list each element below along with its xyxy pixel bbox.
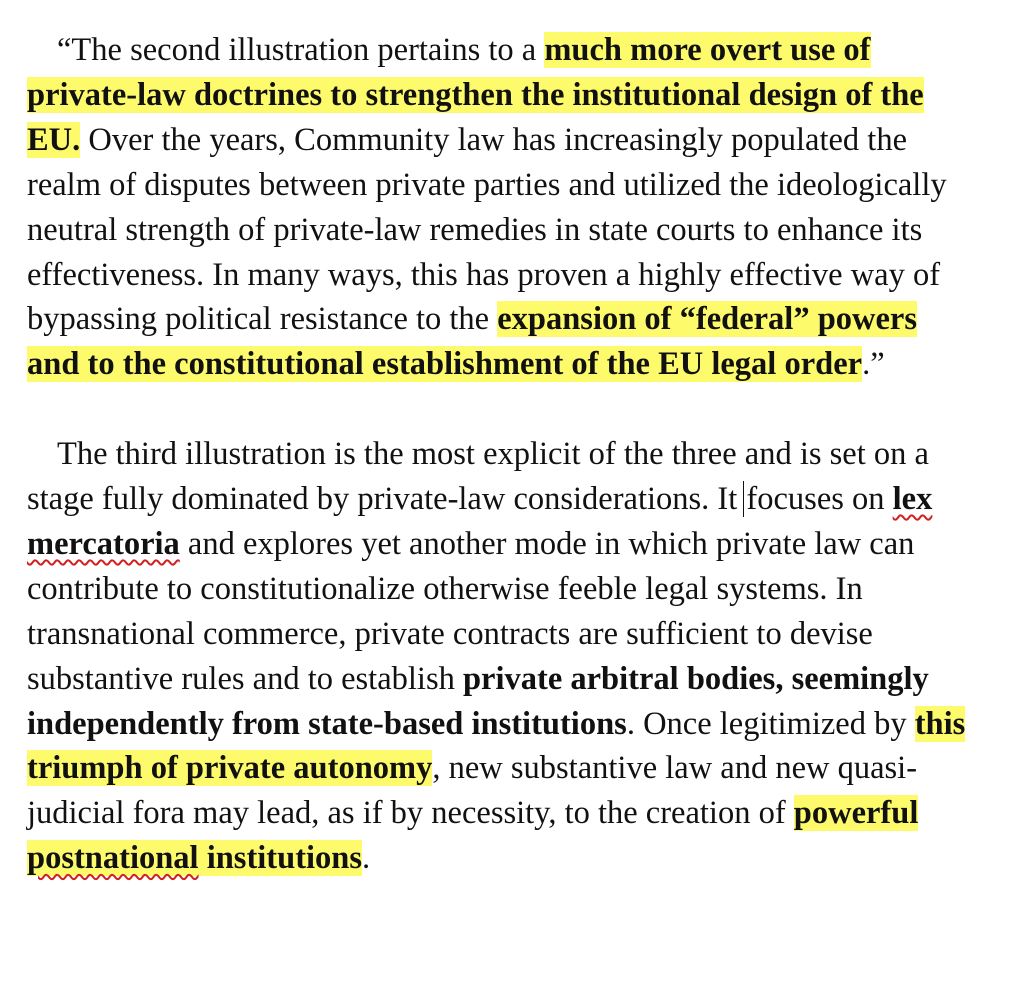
p2-text-3: and explores yet another mode in which private law can contribute to constitutionalize otherwise feeble legal systems. In transnational commerce, private contracts are sufficient to devise substantive rules and to establish xyxy=(27,525,915,697)
p2-highlight-2a: powerful xyxy=(793,795,919,832)
p1-text-2: Over the years, Community law has increasingly populated the realm of disputes between private parties and utilized the ideologically neutral strength of private-law remedies in state courts to enhance its effectiveness. In many ways, this has proven a highly effective way of bypassing political resistance to the xyxy=(27,121,947,338)
document-body[interactable] xyxy=(27,28,977,881)
p2-text-6: . xyxy=(362,840,371,877)
paragraph-gap xyxy=(27,387,977,432)
p1-text-1: “The second illustration pertains to a xyxy=(57,32,545,68)
p1-highlight-1: much more overt use of private-law doctrines to strengthen the institutional design of the EU. xyxy=(27,32,924,158)
p2-highlight-2c: institutions xyxy=(198,840,363,877)
paragraph-2[interactable] xyxy=(27,432,977,881)
text-cursor xyxy=(743,481,744,517)
p2-text-1: The third illustration is the most explicit of the three and is set on a stage fully dominated by private-law considerations. It xyxy=(27,436,929,518)
paragraph-1[interactable] xyxy=(27,28,977,387)
p2-text-5: , new substantive law and new quasi-judicial fora may lead, as if by necessity, to the creation of xyxy=(27,750,918,832)
p2-highlight-2b: postnational xyxy=(27,840,199,877)
p2-text-4: . Once legitimized by xyxy=(626,705,915,742)
p2-text-2: focuses on xyxy=(746,481,893,518)
p1-text-3: .” xyxy=(862,346,885,383)
p2-highlight-1: this triumph of private autonomy xyxy=(27,705,966,787)
p1-highlight-2: expansion of “federal” powers and to the constitutional establishment of the EU legal order xyxy=(27,301,918,383)
p2-bold-arbitral-bodies: private arbitral bodies, seemingly independently from state-based institutions xyxy=(27,660,929,742)
p2-bold-lex-mercatoria: lex mercatoria xyxy=(27,481,933,562)
